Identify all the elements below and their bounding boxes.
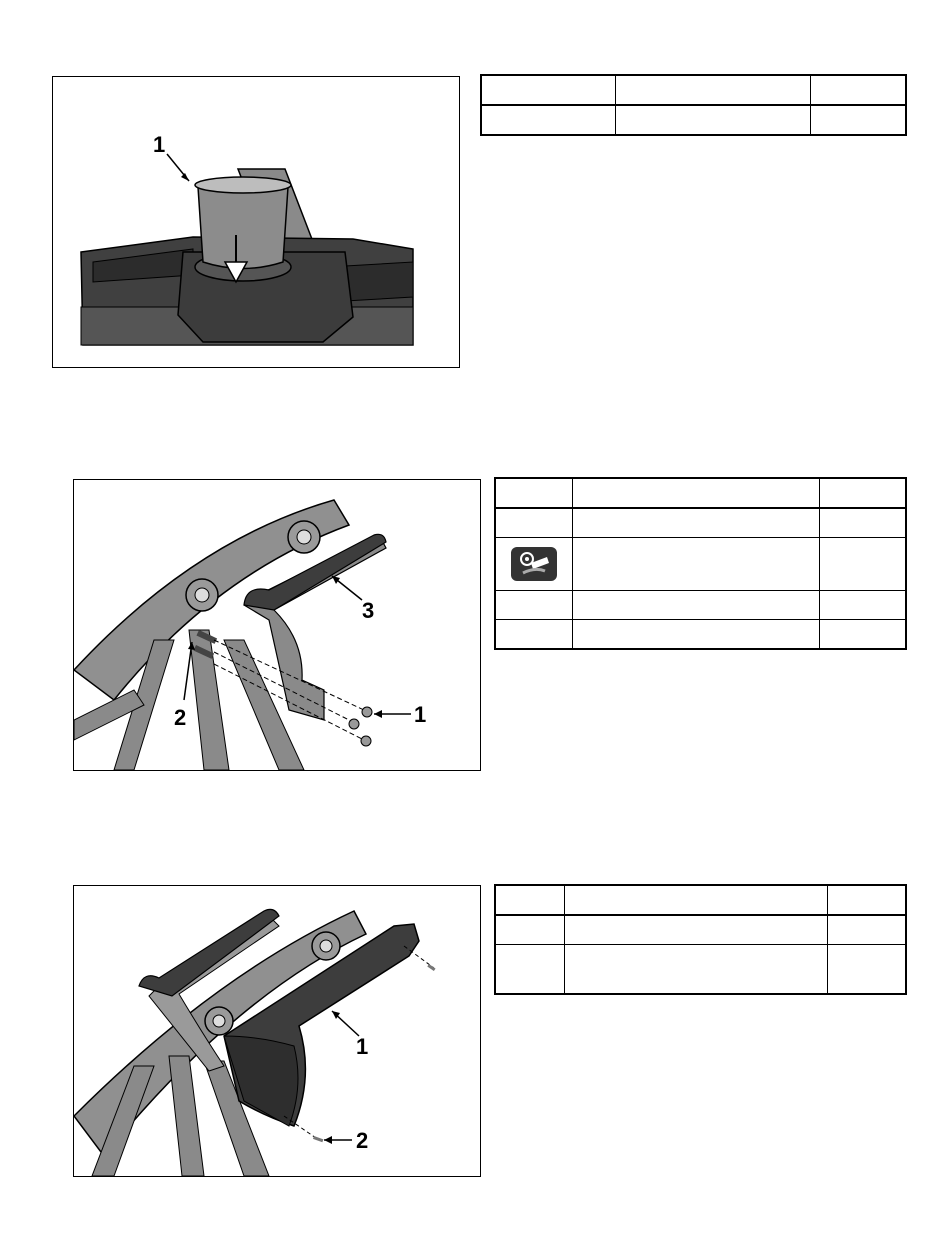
- table-header-cell: [495, 478, 573, 508]
- parts-table-3: [494, 884, 907, 995]
- table-cell: [495, 508, 573, 538]
- table-cell: [616, 105, 811, 135]
- parts-table-1: [480, 74, 907, 136]
- table-header-row: [495, 478, 906, 508]
- table-row: [481, 105, 906, 135]
- table-cell: [820, 591, 907, 620]
- parts-table-2: [494, 477, 907, 650]
- table-header-cell: [565, 885, 828, 915]
- table-header-cell: [811, 75, 907, 105]
- table-header-cell: [820, 478, 907, 508]
- figure-1-illustration: [52, 76, 460, 368]
- table-header-cell: [481, 75, 616, 105]
- figure-2-illustration: [73, 479, 481, 771]
- table-cell: [820, 538, 907, 591]
- table-cell: [565, 915, 828, 945]
- table-cell: [573, 620, 820, 650]
- table-header-cell: [616, 75, 811, 105]
- callout-3: 3: [362, 598, 375, 623]
- table-cell: [495, 591, 573, 620]
- table-row: [495, 620, 906, 650]
- figure-3-illustration: [73, 885, 481, 1177]
- table-cell: [811, 105, 907, 135]
- table-cell-tool: [495, 538, 573, 591]
- table-cell: [828, 915, 907, 945]
- table-header-row: [481, 75, 906, 105]
- callout-2: 2: [174, 705, 187, 730]
- table-cell: [573, 538, 820, 591]
- table-cell: [573, 508, 820, 538]
- table-header-cell: [495, 885, 565, 915]
- table-cell: [828, 945, 907, 995]
- table-header-cell: [573, 478, 820, 508]
- table-header-row: [495, 885, 906, 915]
- table-cell: [565, 945, 828, 995]
- table-cell: [820, 508, 907, 538]
- callout-1: 1: [153, 132, 166, 157]
- callout-1: 1: [356, 1034, 369, 1059]
- table-cell: [495, 915, 565, 945]
- table-cell: [495, 945, 565, 995]
- table-row: [495, 508, 906, 538]
- table-row: [495, 945, 906, 995]
- table-row: [495, 538, 906, 591]
- wrench-tool-icon: [511, 547, 557, 581]
- table-cell: [820, 620, 907, 650]
- callout-2: 2: [356, 1128, 369, 1153]
- callout-1: 1: [414, 702, 427, 727]
- table-header-cell: [828, 885, 907, 915]
- table-row: [495, 591, 906, 620]
- table-cell: [573, 591, 820, 620]
- table-row: [495, 915, 906, 945]
- table-cell: [495, 620, 573, 650]
- table-cell: [481, 105, 616, 135]
